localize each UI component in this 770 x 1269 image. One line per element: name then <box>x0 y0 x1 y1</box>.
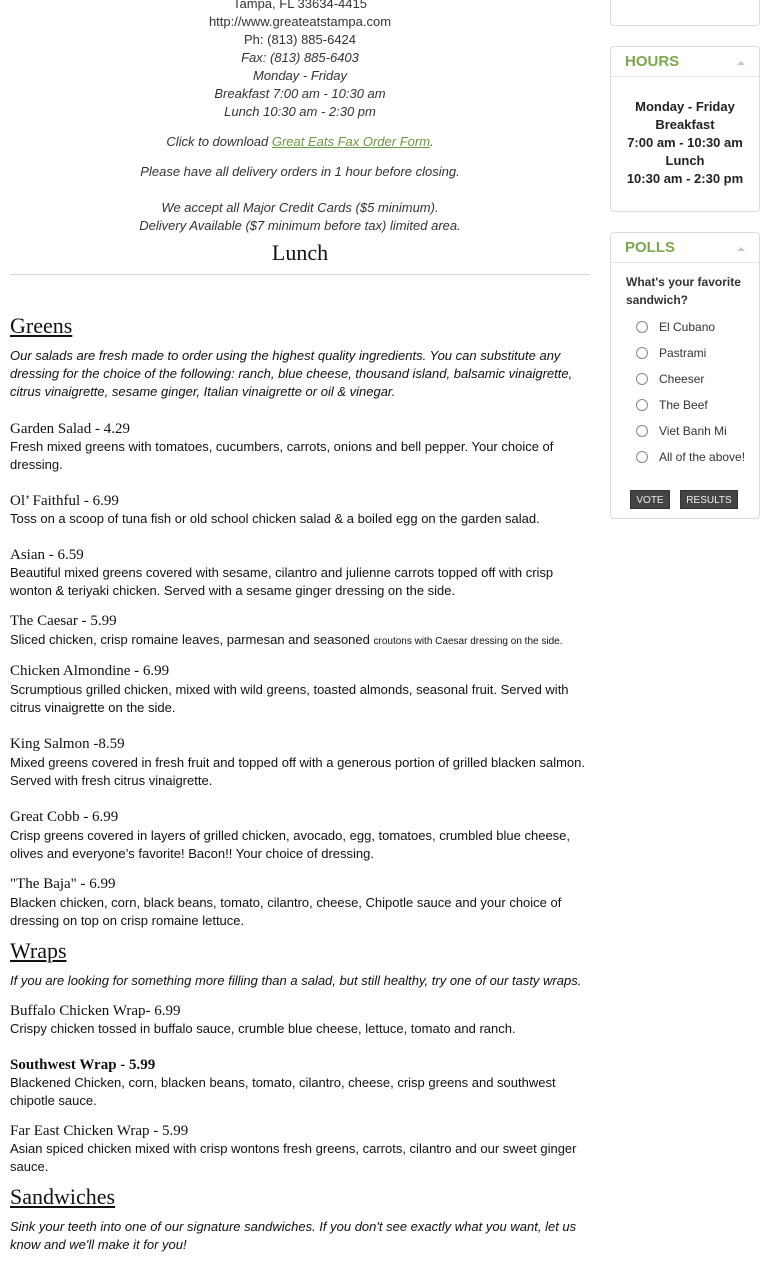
item-description: Mixed greens covered in fresh fruit and topped off with a generous portion of grilled blacken salmon. Served with fresh citrus vinaigrette. <box>10 755 585 788</box>
item-title: Great Cobb - 6.99 <box>10 809 119 825</box>
item-description: Asian spiced chicken mixed with crisp wontons fresh greens, carrots, cilantro and our sweet ginger sauce. <box>10 1141 577 1174</box>
sandwiches-intro: Sink your teeth into one of our signature sandwiches. If you don't see exactly what you want, let us know and we'll make it for you! <box>10 1219 577 1252</box>
menu-item <box>10 1056 590 1110</box>
item-title: Far East Chicken Wrap - 5.99 <box>10 1123 189 1139</box>
delivery-available-note: Delivery Available ($7 minimum before tax) limited area. <box>139 218 461 233</box>
polls-widget <box>610 232 760 519</box>
poll-option-label: El Cubano <box>659 320 716 334</box>
download-line <box>10 133 590 151</box>
poll-radio[interactable] <box>636 399 648 411</box>
item-description: Beautiful mixed greens covered with sesame, cilantro and julienne carrots topped off with crisp wonton & teriyaki chicken. Served with a sesame ginger dressing on the side. <box>10 565 554 598</box>
menu-item <box>10 612 590 651</box>
poll-radio[interactable] <box>636 321 648 333</box>
poll-option-label: The Beef <box>659 398 708 412</box>
collapse-arrow-icon[interactable] <box>737 247 745 251</box>
item-description <box>10 631 590 651</box>
fax: Fax: (813) 885-6403 <box>241 50 359 65</box>
hours-widget-title: HOURS <box>625 53 680 70</box>
poll-buttons <box>611 490 761 510</box>
download-prefix: Click to download <box>166 134 272 149</box>
hours-widget-header[interactable] <box>611 47 759 77</box>
poll-radio[interactable] <box>636 347 648 359</box>
poll-radio[interactable] <box>636 451 648 463</box>
poll-option-label: All of the above! <box>659 450 746 464</box>
poll-option-label: Pastrami <box>659 346 707 360</box>
menu-item <box>10 546 590 600</box>
item-title: Asian - 6.59 <box>10 547 84 563</box>
lunch-hours: Lunch 10:30 am - 2:30 pm <box>224 104 376 119</box>
greens-heading: Greens <box>10 313 73 338</box>
item-title: King Salmon -8.59 <box>10 736 125 752</box>
collapse-arrow-icon[interactable] <box>737 61 745 65</box>
item-description-main: Sliced chicken, crisp romaine leaves, parmesan and seasoned <box>10 632 374 647</box>
menu-item <box>10 1122 590 1176</box>
breakfast-hours: Breakfast 7:00 am - 10:30 am <box>214 86 386 101</box>
hours-line: Breakfast <box>655 117 715 132</box>
hours-line: Lunch <box>665 153 705 168</box>
polls-widget-header[interactable] <box>611 233 759 263</box>
item-title: Garden Salad - 4.29 <box>10 421 130 437</box>
menu-item <box>10 808 590 863</box>
poll-question: What's your favorite sandwich? <box>626 275 741 307</box>
polls-widget-title: POLLS <box>625 239 676 256</box>
item-description: Fresh mixed greens with tomatoes, cucumbers, carrots, onions and bell pepper. Your choice of dressing. <box>10 439 554 472</box>
poll-radio[interactable] <box>636 373 648 385</box>
credit-cards-note: We accept all Major Credit Cards ($5 minimum). <box>161 200 439 215</box>
wraps-intro: If you are looking for something more filling than a salad, but still healthy, try one of our tasty wraps. <box>10 973 582 988</box>
item-title: "The Baja" - 6.99 <box>10 876 116 892</box>
delivery-note: Please have all delivery orders in 1 hour before closing. <box>140 164 460 179</box>
poll-radio[interactable] <box>636 425 648 437</box>
item-title: Ol’ Faithful - 6.99 <box>10 493 119 509</box>
phone: Ph: (813) 885-6424 <box>243 32 357 47</box>
hours-line: 7:00 am - 10:30 am <box>627 135 743 150</box>
fax-order-form-link[interactable]: Great Eats Fax Order Form <box>271 134 431 149</box>
item-description: Toss on a scoop of tuna fish or old school chicken salad & a boiled egg on the garden salad. <box>10 511 540 526</box>
address: Tampa, FL 33634-4415 <box>233 0 367 11</box>
menu-item <box>10 875 590 930</box>
business-days: Monday - Friday <box>253 68 347 83</box>
download-suffix: . <box>430 134 434 149</box>
contact-info <box>10 0 590 235</box>
item-description: Crispy chicken tossed in buffalo sauce, crumble blue cheese, lettuce, tomato and ranch. <box>10 1021 516 1036</box>
greens-intro: Our salads are fresh made to order using the highest quality ingredients. You can substitute any dressing for the choice of the following: ranch, blue cheese, thousand island, balsamic vinaigrette, citrus vinaigrette, sesame ginger, Italian vinaigrette or oil & vinegar. <box>10 348 573 399</box>
item-description: Crisp greens covered in layers of grilled chicken, avocado, egg, tomatoes, crumbled blue cheese, olives and everyone’s favorite! Bacon!! Your choice of dressing. <box>10 828 571 861</box>
menu-item <box>10 492 590 528</box>
vote-button[interactable]: VOTE <box>630 490 670 509</box>
item-title: Southwest Wrap - 5.99 <box>10 1057 156 1073</box>
menu-item <box>10 420 590 474</box>
top-widget-box <box>610 0 760 26</box>
wraps-heading: Wraps <box>10 938 67 963</box>
poll-option-label: Cheeser <box>659 372 705 386</box>
item-description: Scrumptious grilled chicken, mixed with wild greens, toasted almonds, seasonal fruit. Served with citrus vinaigrette on the side. <box>10 682 569 715</box>
menu-title: Lunch <box>10 235 590 275</box>
menu-item <box>10 662 590 717</box>
item-title: Chicken Almondine - 6.99 <box>10 663 170 679</box>
item-title: Buffalo Chicken Wrap- 6.99 <box>10 1003 181 1019</box>
hours-line: Monday - Friday <box>635 99 735 114</box>
item-description-small: croutons with Caesar dressing on the side. <box>373 636 563 647</box>
sandwiches-heading: Sandwiches <box>10 1184 116 1209</box>
website: http://www.greateatstampa.com <box>208 14 392 29</box>
hours-line: 10:30 am - 2:30 pm <box>626 171 744 186</box>
hours-widget <box>610 46 760 212</box>
results-button[interactable]: RESULTS <box>680 490 738 509</box>
item-description: Blacken chicken, corn, black beans, tomato, cilantro, cheese, Chipotle sauce and your choice of dressing on top on crisp romaine lettuce. <box>10 895 562 928</box>
hours-list <box>611 77 759 188</box>
item-description: Blackened Chicken, corn, blacken beans, tomato, cilantro, cheese, crisp greens and southwest chipotle sauce. <box>10 1075 556 1108</box>
menu-item <box>10 735 590 790</box>
menu-item <box>10 1002 590 1038</box>
item-title: The Caesar - 5.99 <box>10 613 117 629</box>
poll-option-label: Viet Banh Mi <box>659 424 727 438</box>
